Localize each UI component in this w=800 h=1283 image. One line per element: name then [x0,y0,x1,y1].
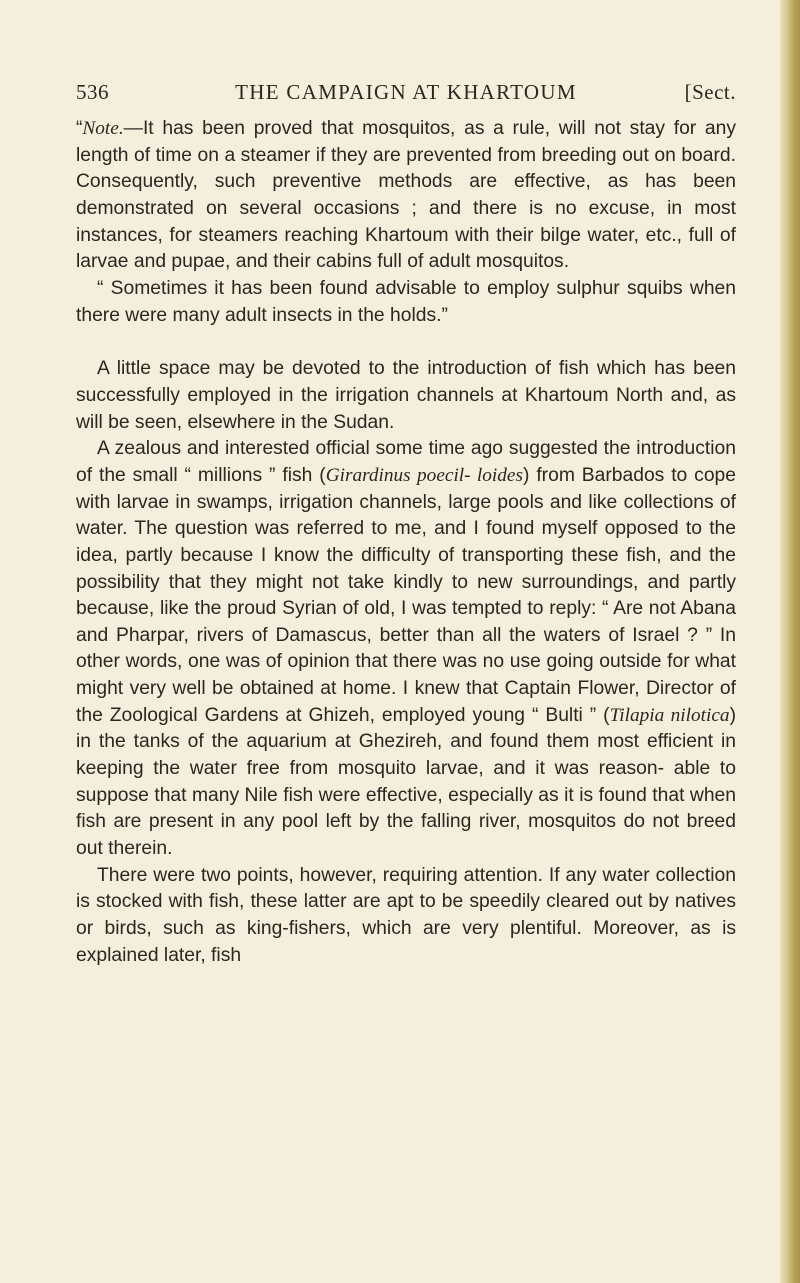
species-tilapia: Tilapia nilotica [609,704,730,726]
millions-text-1: A zealous and interested official some time ago suggested the introduction of the small “ millions ” fish ( [76,438,736,486]
millions-text-2: ) from Barbados to cope with larvae in swamps, irrigation channels, large pools and like collections of water. The question was referred to me, and I found myself opposed to the idea, partly because I know the difficulty of transporting these fish, and the possibility that they might not take kindly to new surroundings, and partly because, like the proud Syrian of old, I was tempted to reply: “ Are not Abana and Pharpar, rivers of Damascus, better than all the waters of Israel ? ” In other words, one was of opinion that there was no use going outside for what might very well be obtained at home. I knew that Captain Flower, Director of the Zoological Gardens at Ghizeh, employed young “ Bulti ” ( [76,464,736,726]
running-head [76,80,736,108]
paragraph-fish-intro: A little space may be devoted to the introduction of fish which has been successfully employed in the irrigation channels at Khartoum North and, as will be seen, elsewhere in the Sudan. [76,358,736,433]
paragraph-millions [76,436,736,863]
section-label: [Sect. [684,80,736,104]
species-girardinus: Girardinus poecil- loides [325,464,523,486]
page-edge [780,0,800,1283]
millions-text-3: ) in the tanks of the aquarium at Ghezireh, and found them most efficient in keeping the water free from mosquito larvae, and it was reason- able to suppose that many Nile fish were effective, especially as it is found that when fish are present in any pool left by the falling river, mosquitos do not breed out therein. [76,704,736,860]
note-text: —It has been proved that mosquitos, as a rule, will not stay for any length of time on a steamer if they are prevented from breeding out on board. Consequently, such preventive methods are effective, as has been demonstrated on several occasions ; and there is no excuse, in most instances, for steamers reaching Khartoum with their bilge water, etc., full of larvae and pupae, and their cabins full of adult mosquitos. [76,118,736,273]
paragraph-sulphur: “ Sometimes it has been found advisable to employ sulphur squibs when there were many adult insects in the holds.” [76,277,736,326]
open-quote: “ [76,118,83,139]
note-label: Note. [82,118,124,139]
page-number: 536 [76,80,109,104]
paragraph-note [76,116,736,276]
body-text [76,116,736,969]
running-title: THE CAMPAIGN AT KHARTOUM [235,80,577,104]
paragraph-two-points: There were two points, however, requiring attention. If any water collection is stocked with fish, these latter are apt to be speedily cleared out by natives or birds, such as king-fishers, which are very plentiful. Moreover, as is explained later, fish [76,864,736,966]
